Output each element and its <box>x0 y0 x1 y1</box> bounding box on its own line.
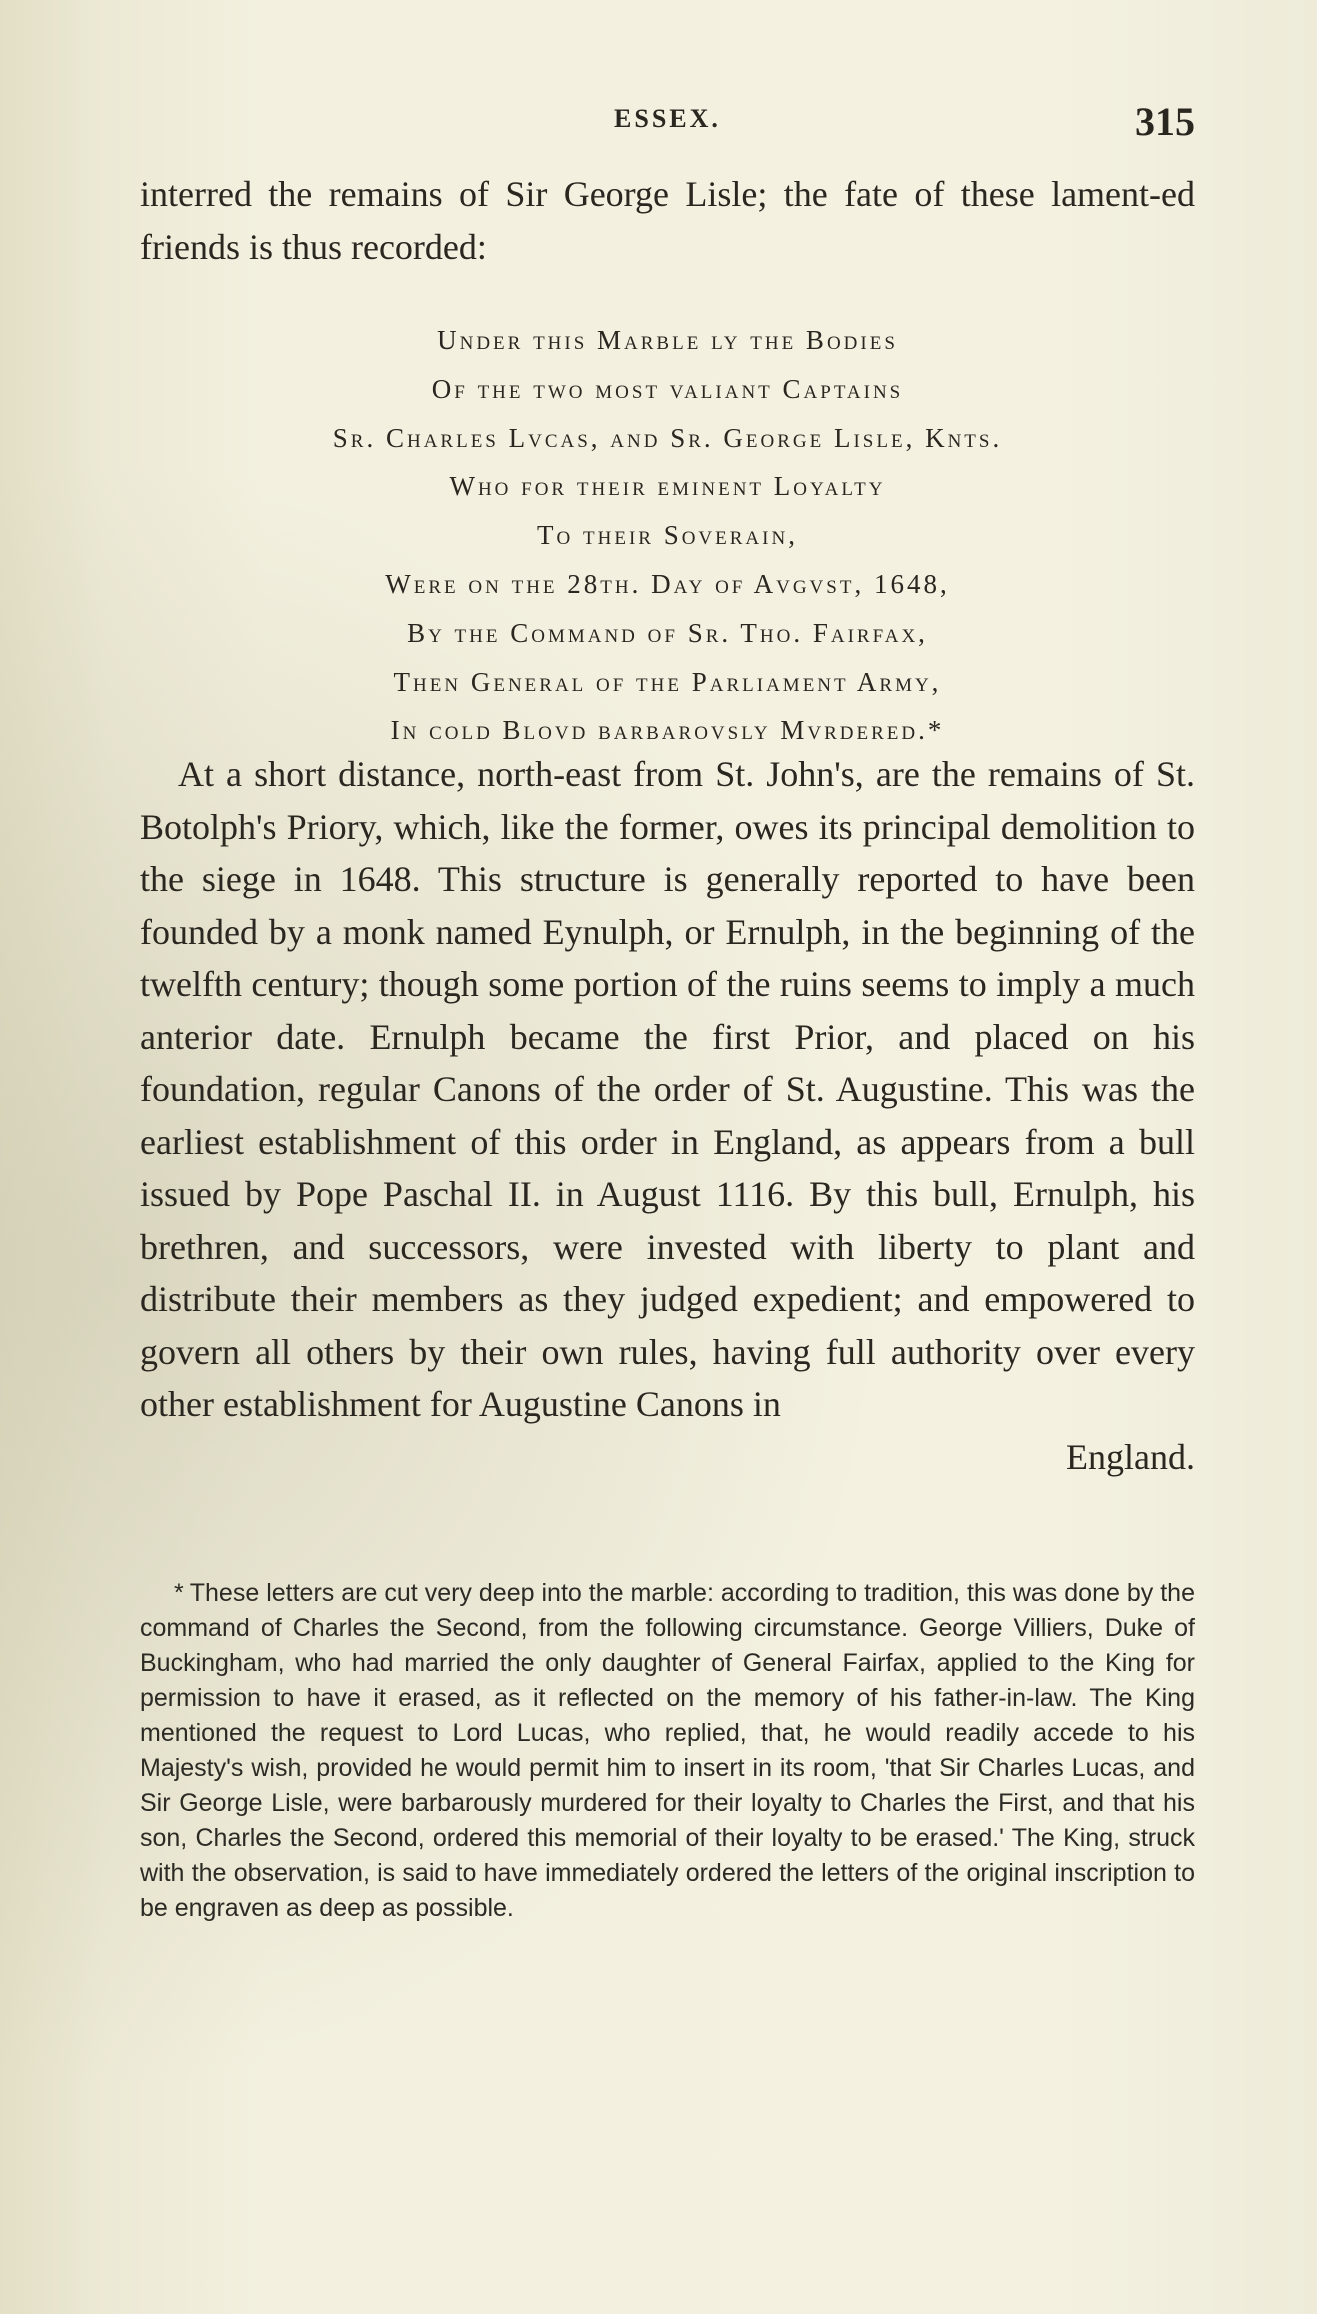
running-title: ESSEX. <box>614 104 721 133</box>
epitaph-line: In cold Blovd barbarovsly Mvrdered.* <box>390 715 945 746</box>
epitaph-inscription <box>140 316 1195 755</box>
running-head <box>140 98 1195 144</box>
priory-paragraph <box>140 748 1195 1483</box>
footnote-marker: * <box>174 1579 184 1607</box>
epitaph-line: By the Command of Sr. Tho. Fairfax, <box>407 617 928 648</box>
epitaph-line: Under this Marble ly the Bodies <box>437 325 898 355</box>
footnote <box>140 1576 1195 1926</box>
priory-paragraph-last-word: England. <box>1066 1436 1195 1477</box>
footnote-text: These letters are cut very deep into the marble: according to tradition, this was done by the command of Charles the Second, from the following circumstance. George Villiers, Duke of Buckingham, who had married the only daughter of General Fairfax, applied to the King for permission to have it erased, as it reflected on the memory of his father-in-law. The King mentioned the request to Lord Lucas, who replied, that, he would readily accede to his Majesty's wish, provided he would permit him to insert in its room, 'that Sir Charles Lucas, and Sir George Lisle, were barbarously murdered for their loyalty to Charles the First, and that his son, Charles the Second, ordered this memorial of their loyalty to be erased.' The King, struck with the observation, is said to have immediately ordered the letters of the original inscription to be engraven as deep as possible. <box>140 1579 1195 1922</box>
epitaph-line: Sr. Charles Lvcas, and Sr. George Lisle, Knts. <box>332 422 1003 453</box>
epitaph-line: To their Soverain, <box>537 520 798 551</box>
epitaph-line: Then General of the Parliament Army, <box>393 666 942 697</box>
epitaph-line: Were on the 28th. Day of Avgvst, 1648, <box>385 568 950 599</box>
epitaph-line: Who for their eminent Loyalty <box>449 471 886 502</box>
opening-paragraph: interred the remains of Sir George Lisle; the fate of these lament-ed friends is thus recorded: <box>140 174 1195 267</box>
page-number: 315 <box>1135 99 1195 144</box>
priory-paragraph-text: At a short distance, north-east from St. John's, are the remains of St. Botolph's Priory, which, like the former, owes its principal demolition to the siege in 1648. This structure is generally reported to have been founded by a monk named Eynulph, or Ernulph, in the beginning of the twelfth century; though some portion of the ruins seems to imply a much anterior date. Ernulph became the first Prior, and placed on his foundation, regular Canons of the order of St. Augustine. This was the earliest establishment of this order in England, as appears from a bull issued by Pope Paschal II. in August 1116. By this bull, Ernulph, his brethren, and successors, were invested with liberty to plant and distribute their members as they judged expedient; and empowered to govern all others by their own rules, having full authority over every other establishment for Augustine Canons in <box>140 754 1195 1424</box>
epitaph-line: Of the two most valiant Captains <box>431 373 904 404</box>
